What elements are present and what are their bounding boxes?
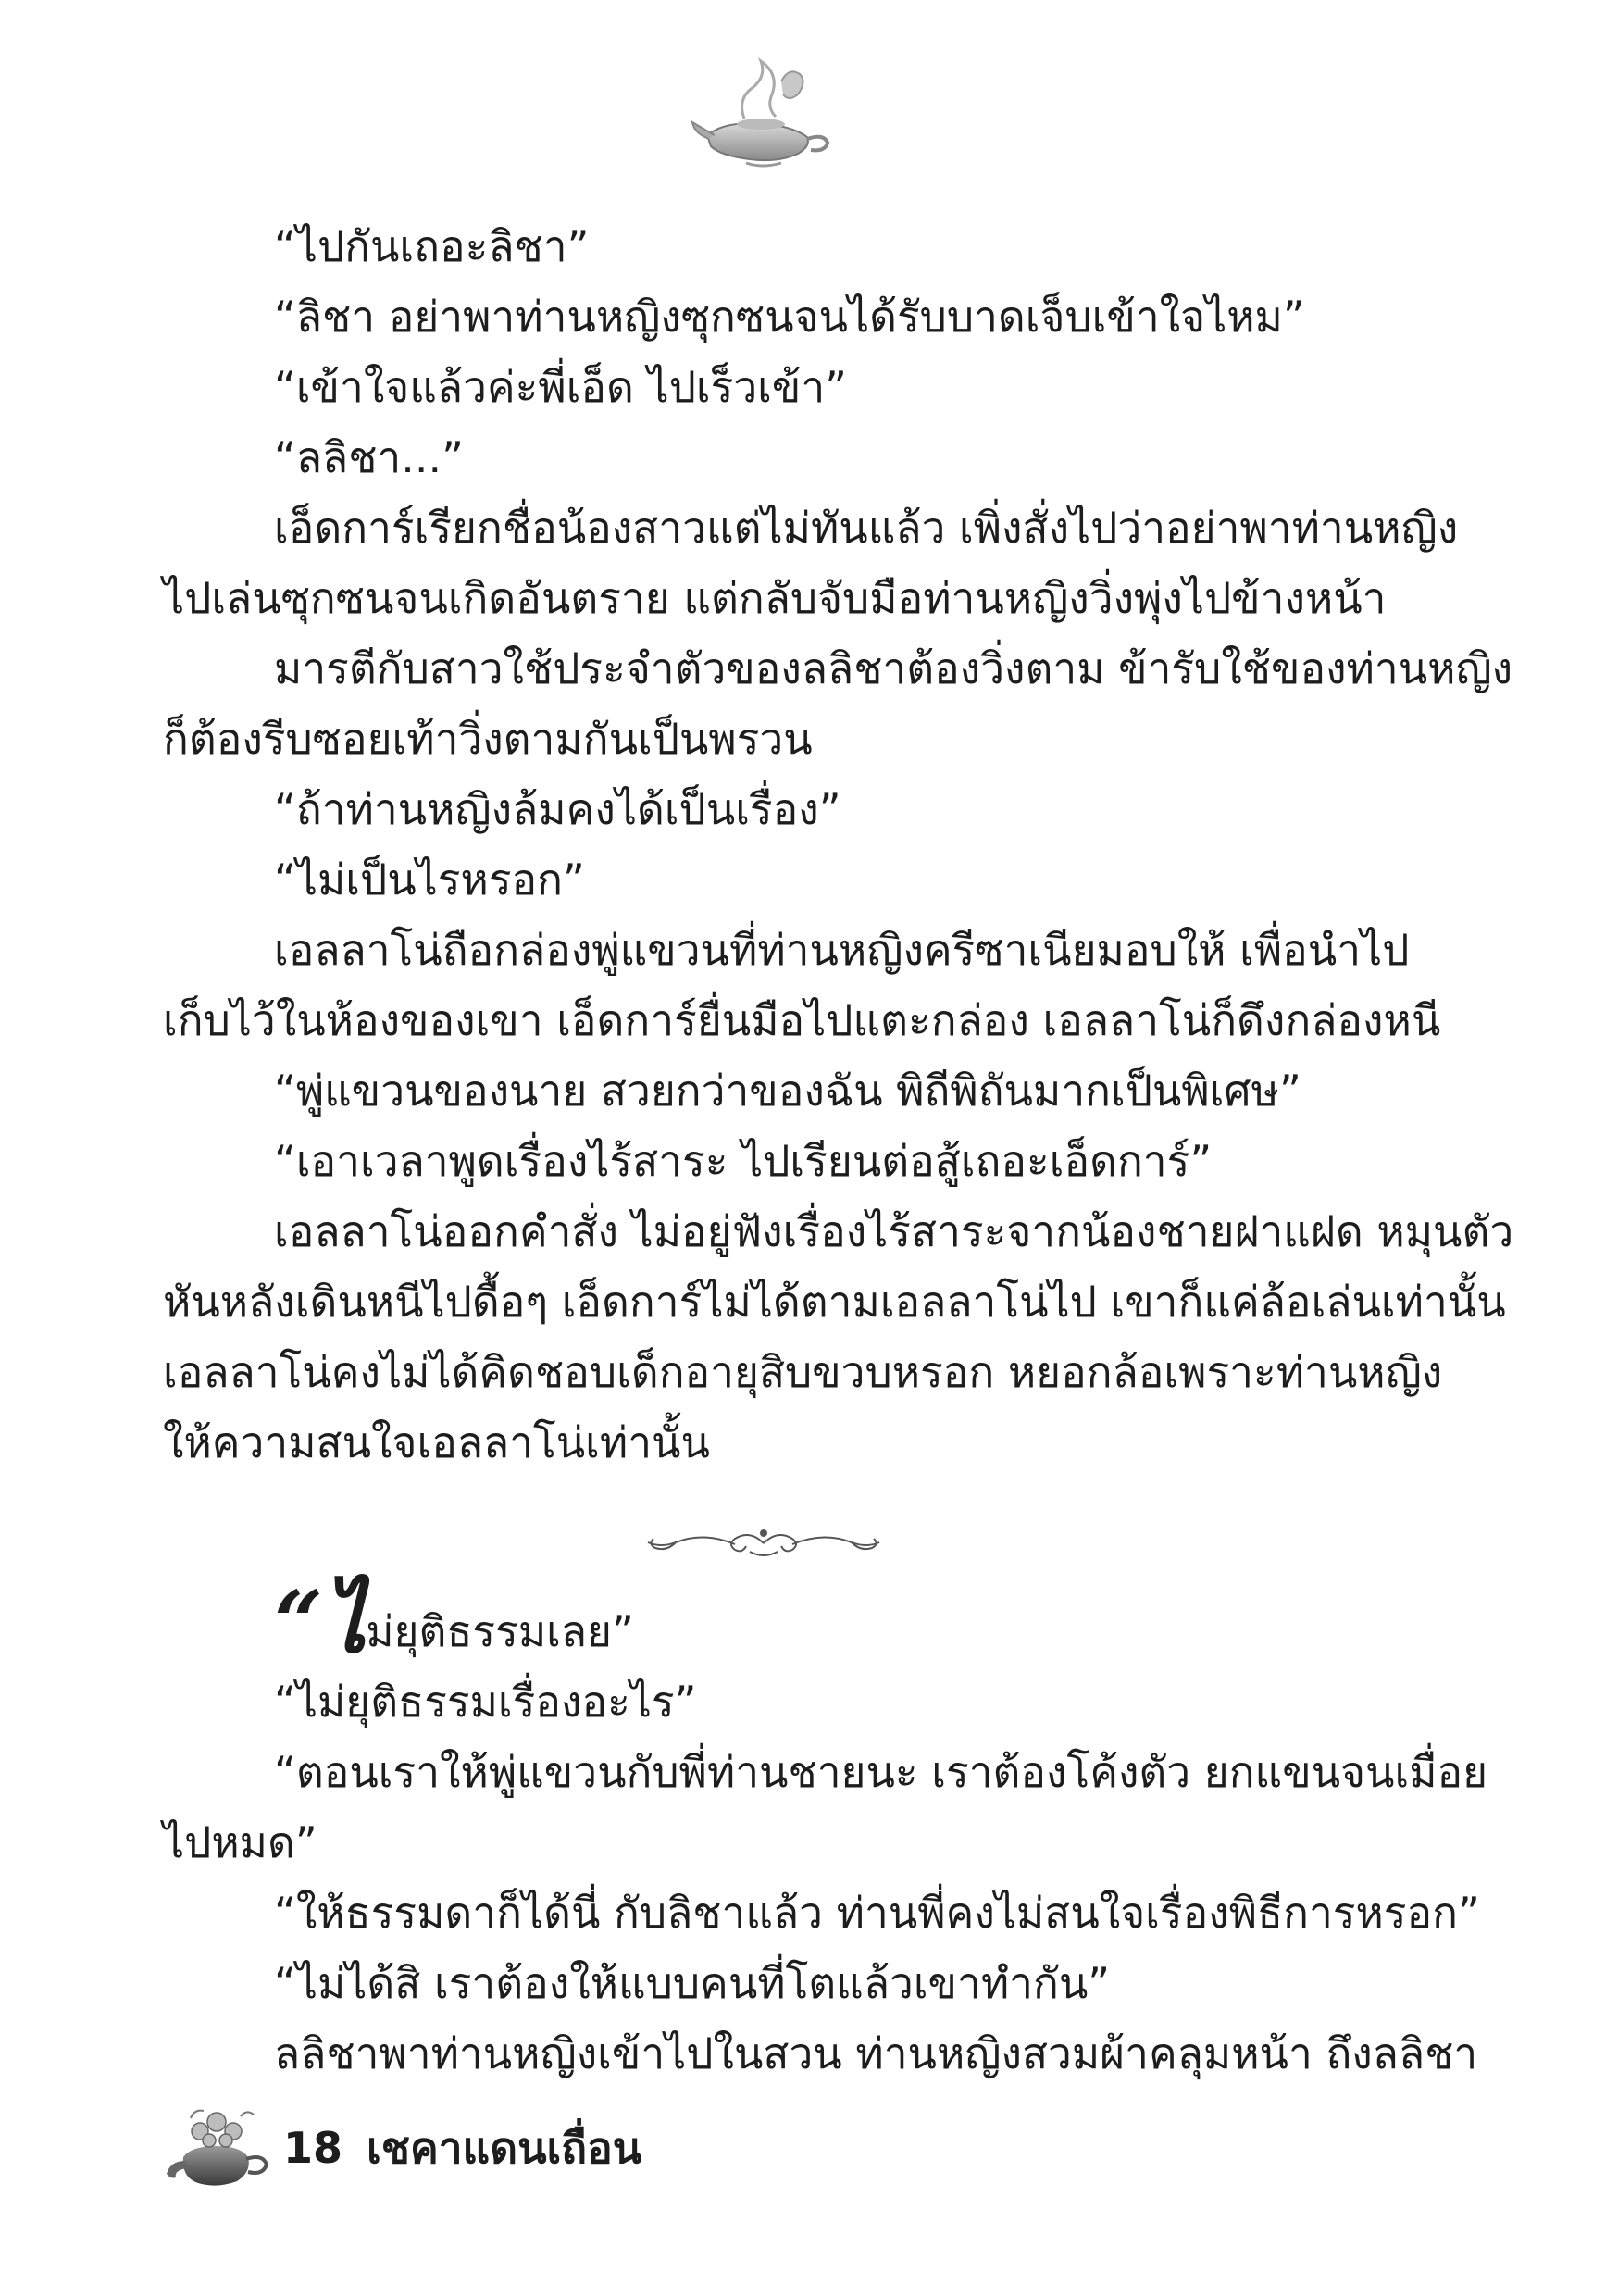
text-line: “ให้ธรรมดาก็ได้นี่ กับลิชาแล้ว ท่านพี่คงไม่สนใจเรื่องพิธีการหรอก” xyxy=(274,1888,1480,1938)
text-line: “ลิชา อย่าพาท่านหญิงซุกซนจนได้รับบาดเจ็บเข้าใจไหม” xyxy=(274,292,1305,342)
text-line: “เข้าใจแล้วค่ะพี่เอ็ด ไปเร็วเข้า” xyxy=(274,362,847,412)
text-line: ให้ความสนใจเอลลาโน่เท่านั้น xyxy=(163,1417,710,1467)
text-line: เอ็ดการ์เรียกชื่อน้องสาวแต่ไม่ทันแล้ว เพิ่งสั่งไปว่าอย่าพาท่านหญิง xyxy=(274,503,1459,553)
text-line: เก็บไว้ในห้องของเขา เอ็ดการ์ยื่นมือไปแตะกล่อง เอลลาโน่ก็ดึงกล่องหนี xyxy=(163,995,1441,1045)
text-line: ไปหมด” xyxy=(163,1817,317,1867)
dropcap-line xyxy=(163,1572,1348,1672)
text-line: “ไม่เป็นไรหรอก” xyxy=(274,855,585,905)
body-text-section-2 xyxy=(163,1572,1488,2089)
text-line: เอลลาโน่คงไม่ได้คิดชอบเด็กอายุสิบขวบหรอก หยอกล้อเพราะท่านหญิง xyxy=(163,1347,1443,1397)
book-title: เชคาแดนเถื่อน xyxy=(367,2123,642,2173)
text-line: หันหลังเดินหนีไปดื้อๆ เอ็ดการ์ไม่ได้ตามเอลลาโน่ไป เขาก็แค่ล้อเล่นเท่านั้น xyxy=(163,1277,1506,1327)
text-line: มารตีกับสาวใช้ประจำตัวของลลิชาต้องวิ่งตาม ข้ารับใช้ของท่านหญิง xyxy=(274,643,1513,693)
text-line: “เอาเวลาพูดเรื่องไร้สาระ ไปเรียนต่อสู้เถอะเอ็ดการ์” xyxy=(274,1136,1213,1186)
body-text-section-1 xyxy=(163,211,1514,1478)
text-line: “ไปกันเถอะลิชา” xyxy=(274,221,590,271)
text-line: “ไม่ยุติธรรมเรื่องอะไร” xyxy=(274,1677,697,1727)
text-line: “ไม่ได้สิ เราต้องให้แบบคนที่โตแล้วเขาทำกัน” xyxy=(274,1958,1111,2008)
text-line: เอลลาโน่ถือกล่องพู่แขวนที่ท่านหญิงครีซาเนียมอบให้ เพื่อนำไป xyxy=(274,925,1410,975)
dropcap: “ไ xyxy=(274,1572,367,1672)
flourish-divider-icon xyxy=(639,1522,889,1565)
teapot-ornament-icon xyxy=(689,54,837,174)
text-line: “ถ้าท่านหญิงล้มคงได้เป็นเรื่อง” xyxy=(274,784,841,834)
text-line: เอลลาโน่ออกคำสั่ง ไม่อยู่ฟังเรื่องไร้สาระจากน้องชายฝาแฝด หมุนตัว xyxy=(274,1206,1514,1256)
text-line: ลลิชาพาท่านหญิงเข้าไปในสวน ท่านหญิงสวมผ้าคลุมหน้า ถึงลลิชา xyxy=(274,2028,1478,2078)
teapot-flowers-icon xyxy=(163,2100,274,2192)
text-line: “ตอนเราให้พู่แขวนกับพี่ท่านชายนะ เราต้องโค้งตัว ยกแขนจนเมื่อย xyxy=(274,1747,1488,1797)
text-line: ไปเล่นซุกซนจนเกิดอันตราย แต่กลับจับมือท่านหญิงวิ่งพุ่งไปข้างหน้า xyxy=(163,573,1387,623)
text-line: “ลลิชา...” xyxy=(274,432,464,482)
footer-text xyxy=(283,2120,666,2176)
dropcap-line-rest: ม่ยุติธรรมเลย” xyxy=(366,1606,634,1656)
page-number: 18 xyxy=(283,2123,343,2173)
text-line: “พู่แขวนของนาย สวยกว่าของฉัน พิถีพิถันมากเป็นพิเศษ” xyxy=(274,1066,1301,1116)
text-line: ก็ต้องรีบซอยเท้าวิ่งตามกันเป็นพรวน xyxy=(163,714,813,764)
page-footer xyxy=(163,2100,996,2192)
